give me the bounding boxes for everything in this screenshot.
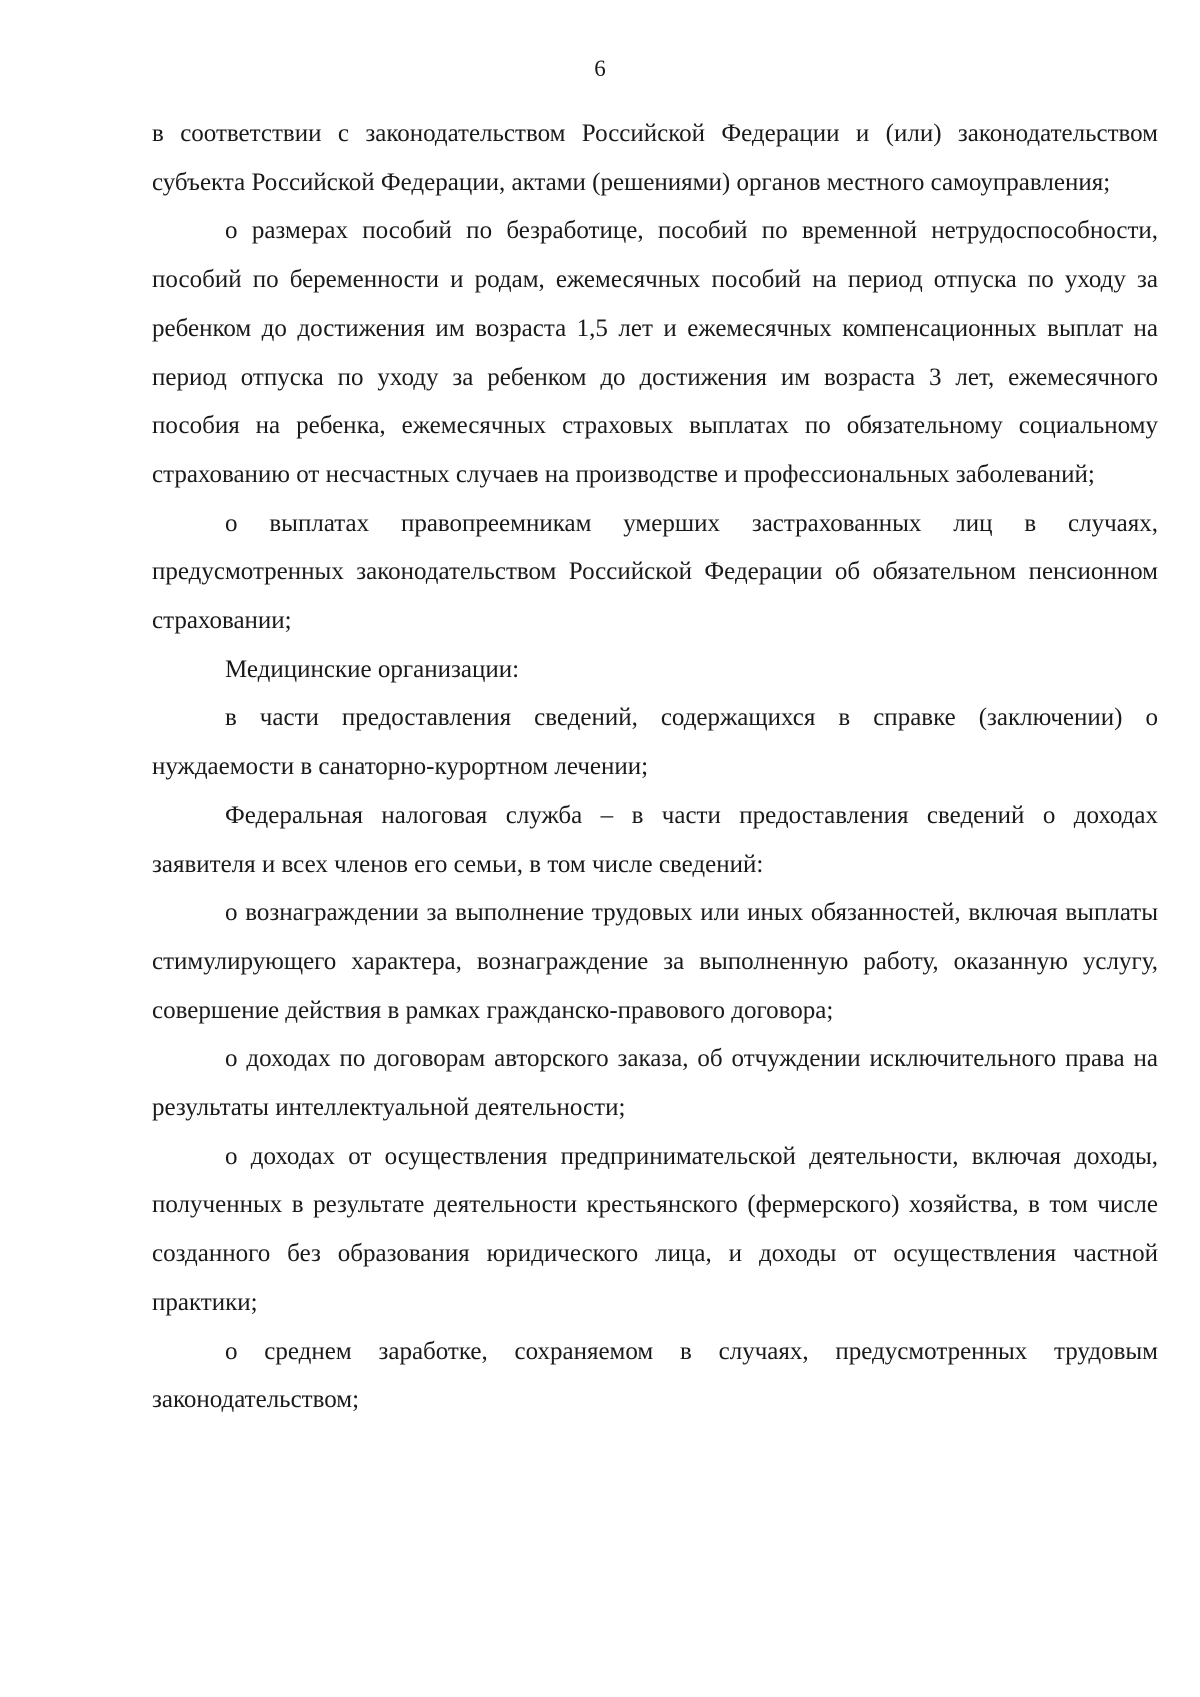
paragraph-continuation: в соответствии с законодательством Российской Федерации и (или) законодательством субъекта Российской Федерации, актами (решениями) органов местного самоуправления; <box>152 120 1158 196</box>
paragraph-successor-payments: о выплатах правопреемникам умерших застрахованных лиц в случаях, предусмотренных законодательством Российской Федерации об обязательном пенсионном страховании; <box>152 509 1158 635</box>
paragraph-tax-service: Федеральная налоговая служба – в части предоставления сведений о доходах заявителя и всех членов его семьи, в том числе сведений: <box>152 801 1158 878</box>
paragraph-sanatorium-need: в части предоставления сведений, содержащихся в справке (заключении) о нуждаемости в санаторно-курортном лечении; <box>152 704 1158 781</box>
page-number: 6 <box>594 56 606 81</box>
paragraph-medical-organizations: Медицинские организации: <box>225 655 520 683</box>
paragraph-copyright-income: о доходах по договорам авторского заказа, об отчуждении исключительного права на результаты интеллектуальной деятельности; <box>152 1045 1158 1122</box>
paragraph-remuneration: о вознаграждении за выполнение трудовых или иных обязанностей, включая выплаты стимулирующего характера, вознаграждение за выполненную работу, оказанную услугу, совершение действия в рамках гражданско-правового договора; <box>152 899 1158 1024</box>
document-body <box>152 110 1158 1425</box>
paragraph-average-earnings: о среднем заработке, сохраняемом в случаях, предусмотренных трудовым законодательством; <box>152 1337 1158 1414</box>
paragraph-business-income: о доходах от осуществления предпринимательской деятельности, включая доходы, полученных в результате деятельности крестьянского (фермерского) хозяйства, в том числе созданного без образования юридического лица, и доходы от осуществления частной практики; <box>152 1142 1158 1316</box>
paragraph-benefit-amounts: о размерах пособий по безработице, пособий по временной нетрудоспособности, пособий по беременности и родам, ежемесячных пособий на период отпуска по уходу за ребенком до достижения им возраста 1,5 лет и ежемесячных компенсационных выплат на период отпуска по уходу за ребенком до достижения им возраста 3 лет, ежемесячного пособия на ребенка, ежемесячных страховых выплатах по обязательному социальному страхованию от несчастных случаев на производстве и профессиональных заболеваний; <box>152 217 1158 488</box>
